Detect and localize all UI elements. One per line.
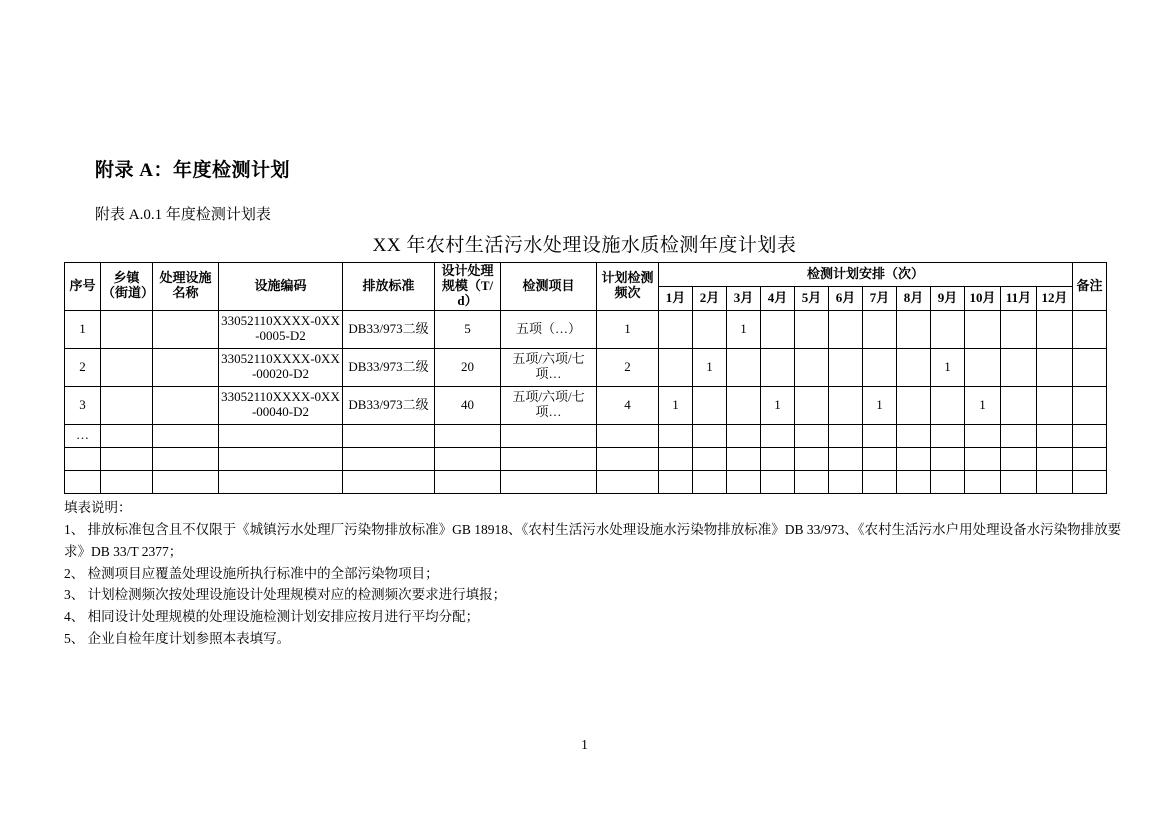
cell-plan-frequency: 4 <box>597 386 659 424</box>
cell-plan-frequency <box>597 447 659 470</box>
cell-month-12 <box>1037 386 1073 424</box>
col-header-month-4: 4月 <box>761 286 795 310</box>
cell-seq <box>65 470 101 493</box>
cell-month-7: 1 <box>863 386 897 424</box>
cell-month-3 <box>727 447 761 470</box>
plan-table-container <box>64 262 1106 494</box>
cell-month-2 <box>693 424 727 447</box>
cell-discharge-standard: DB33/973二级 <box>343 310 435 348</box>
cell-month-1 <box>659 424 693 447</box>
cell-seq: … <box>65 424 101 447</box>
cell-town <box>101 386 153 424</box>
cell-month-10 <box>965 348 1001 386</box>
col-header-schedule-group: 检测计划安排（次） <box>659 263 1073 287</box>
cell-month-10 <box>965 447 1001 470</box>
cell-month-1 <box>659 348 693 386</box>
cell-month-12 <box>1037 470 1073 493</box>
cell-facility-code: 33052110XXXX-0XX-00040-D2 <box>219 386 343 424</box>
cell-design-scale: 40 <box>435 386 501 424</box>
cell-month-6 <box>829 386 863 424</box>
cell-seq: 2 <box>65 348 101 386</box>
page-title: XX 年农村生活污水处理设施水质检测年度计划表 <box>372 235 797 256</box>
col-header-town: 乡镇（街道） <box>101 263 153 311</box>
cell-month-5 <box>795 424 829 447</box>
cell-month-8 <box>897 348 931 386</box>
cell-month-6 <box>829 424 863 447</box>
col-header-discharge-standard: 排放标准 <box>343 263 435 311</box>
cell-month-7 <box>863 424 897 447</box>
cell-town <box>101 424 153 447</box>
cell-test-items: 五项/六项/七项… <box>501 386 597 424</box>
cell-discharge-standard <box>343 470 435 493</box>
instruction-item-3: 3、 计划检测频次按处理设施设计处理规模对应的检测频次要求进行填报； <box>64 587 507 603</box>
table-row <box>65 386 1107 424</box>
cell-town <box>101 447 153 470</box>
cell-design-scale: 20 <box>435 348 501 386</box>
cell-facility-code: 33052110XXXX-0XX-00020-D2 <box>219 348 343 386</box>
col-header-month-5: 5月 <box>795 286 829 310</box>
cell-test-items <box>501 424 597 447</box>
col-header-month-3: 3月 <box>727 286 761 310</box>
cell-month-9: 1 <box>931 348 965 386</box>
cell-design-scale <box>435 470 501 493</box>
cell-remark <box>1073 447 1107 470</box>
cell-facility-name <box>153 386 219 424</box>
table-row <box>65 424 1107 447</box>
cell-design-scale <box>435 447 501 470</box>
instruction-item-2: 2、 检测项目应覆盖处理设施所执行标准中的全部污染物项目； <box>64 565 439 581</box>
cell-month-5 <box>795 470 829 493</box>
instructions-heading: 填表说明： <box>64 500 132 515</box>
cell-month-2 <box>693 470 727 493</box>
cell-month-11 <box>1001 348 1037 386</box>
col-header-test-items: 检测项目 <box>501 263 597 311</box>
cell-month-10 <box>965 310 1001 348</box>
cell-seq: 3 <box>65 386 101 424</box>
cell-month-8 <box>897 310 931 348</box>
col-header-month-11: 11月 <box>1001 286 1037 310</box>
cell-month-3 <box>727 348 761 386</box>
cell-month-9 <box>931 447 965 470</box>
cell-month-11 <box>1001 447 1037 470</box>
form-instructions <box>64 497 1124 650</box>
cell-town <box>101 470 153 493</box>
cell-month-4 <box>761 348 795 386</box>
cell-test-items <box>501 447 597 470</box>
col-header-facility-name: 处理设施名称 <box>153 263 219 311</box>
cell-month-1 <box>659 310 693 348</box>
col-header-plan-frequency: 计划检测频次 <box>597 263 659 311</box>
cell-month-5 <box>795 348 829 386</box>
cell-month-4 <box>761 310 795 348</box>
cell-test-items: 五项（…） <box>501 310 597 348</box>
table-row <box>65 447 1107 470</box>
cell-remark <box>1073 470 1107 493</box>
cell-design-scale: 5 <box>435 310 501 348</box>
cell-remark <box>1073 310 1107 348</box>
cell-month-1: 1 <box>659 386 693 424</box>
col-header-month-2: 2月 <box>693 286 727 310</box>
cell-plan-frequency <box>597 470 659 493</box>
table-row <box>65 470 1107 493</box>
cell-discharge-standard <box>343 424 435 447</box>
cell-month-10: 1 <box>965 386 1001 424</box>
col-header-month-6: 6月 <box>829 286 863 310</box>
cell-month-11 <box>1001 470 1037 493</box>
cell-month-3 <box>727 386 761 424</box>
cell-discharge-standard: DB33/973二级 <box>343 348 435 386</box>
cell-month-7 <box>863 447 897 470</box>
instruction-item-1: 1、 排放标准包含且不仅限于《城镇污水处理厂污染物排放标准》GB 18918、《农村生活污水处理设施水污染物排放标准》DB 33/973、《农村生活污水户用处理设备水污染物排放要求》DB 33/T 2377； <box>64 521 1122 559</box>
cell-test-items: 五项/六项/七项… <box>501 348 597 386</box>
cell-month-8 <box>897 447 931 470</box>
cell-facility-code: 33052110XXXX-0XX-0005-D2 <box>219 310 343 348</box>
cell-month-9 <box>931 386 965 424</box>
cell-month-10 <box>965 470 1001 493</box>
cell-month-1 <box>659 447 693 470</box>
cell-month-2: 1 <box>693 348 727 386</box>
cell-month-1 <box>659 470 693 493</box>
cell-discharge-standard <box>343 447 435 470</box>
col-header-month-10: 10月 <box>965 286 1001 310</box>
cell-month-5 <box>795 386 829 424</box>
cell-month-4 <box>761 424 795 447</box>
col-header-month-1: 1月 <box>659 286 693 310</box>
cell-town <box>101 310 153 348</box>
cell-town <box>101 348 153 386</box>
cell-month-4: 1 <box>761 386 795 424</box>
annual-testing-plan-table <box>64 262 1107 494</box>
cell-month-9 <box>931 310 965 348</box>
cell-seq: 1 <box>65 310 101 348</box>
cell-month-12 <box>1037 447 1073 470</box>
cell-plan-frequency <box>597 424 659 447</box>
cell-month-10 <box>965 424 1001 447</box>
cell-month-12 <box>1037 310 1073 348</box>
cell-month-4 <box>761 470 795 493</box>
cell-month-7 <box>863 470 897 493</box>
cell-discharge-standard: DB33/973二级 <box>343 386 435 424</box>
cell-month-11 <box>1001 310 1037 348</box>
cell-month-2 <box>693 386 727 424</box>
cell-month-7 <box>863 310 897 348</box>
cell-remark <box>1073 348 1107 386</box>
cell-facility-code <box>219 424 343 447</box>
cell-plan-frequency: 2 <box>597 348 659 386</box>
cell-remark <box>1073 424 1107 447</box>
cell-facility-name <box>153 348 219 386</box>
cell-month-11 <box>1001 424 1037 447</box>
col-header-month-8: 8月 <box>897 286 931 310</box>
table-row <box>65 348 1107 386</box>
cell-month-6 <box>829 310 863 348</box>
cell-facility-name <box>153 424 219 447</box>
appendix-title: 附录 A：年度检测计划 <box>95 160 290 181</box>
cell-month-6 <box>829 348 863 386</box>
cell-month-3: 1 <box>727 310 761 348</box>
cell-month-9 <box>931 424 965 447</box>
cell-month-7 <box>863 348 897 386</box>
cell-month-2 <box>693 310 727 348</box>
cell-month-8 <box>897 386 931 424</box>
table-row <box>65 310 1107 348</box>
col-header-design-scale: 设计处理规模（T/d） <box>435 263 501 311</box>
cell-design-scale <box>435 424 501 447</box>
cell-month-2 <box>693 447 727 470</box>
cell-month-8 <box>897 470 931 493</box>
cell-facility-name <box>153 470 219 493</box>
col-header-remark: 备注 <box>1073 263 1107 311</box>
cell-month-6 <box>829 470 863 493</box>
cell-seq <box>65 447 101 470</box>
col-header-month-7: 7月 <box>863 286 897 310</box>
cell-plan-frequency: 1 <box>597 310 659 348</box>
page-number: 1 <box>581 737 588 752</box>
table-head <box>65 263 1107 311</box>
cell-month-9 <box>931 470 965 493</box>
cell-month-12 <box>1037 424 1073 447</box>
cell-test-items <box>501 470 597 493</box>
cell-month-12 <box>1037 348 1073 386</box>
cell-month-8 <box>897 424 931 447</box>
cell-month-5 <box>795 310 829 348</box>
cell-month-3 <box>727 470 761 493</box>
cell-facility-name <box>153 447 219 470</box>
cell-remark <box>1073 386 1107 424</box>
cell-month-5 <box>795 447 829 470</box>
cell-facility-code <box>219 470 343 493</box>
col-header-month-12: 12月 <box>1037 286 1073 310</box>
instruction-item-4: 4、 相同设计处理规模的处理设施检测计划安排应按月进行平均分配； <box>64 609 480 625</box>
col-header-facility-code: 设施编码 <box>219 263 343 311</box>
header-row-main <box>65 263 1107 287</box>
instruction-item-5: 5、 企业自检年度计划参照本表填写。 <box>64 631 291 647</box>
cell-month-6 <box>829 447 863 470</box>
cell-facility-name <box>153 310 219 348</box>
cell-month-4 <box>761 447 795 470</box>
table-caption: 附表 A.0.1 年度检测计划表 <box>95 207 271 223</box>
col-header-month-9: 9月 <box>931 286 965 310</box>
cell-month-3 <box>727 424 761 447</box>
col-header-seq: 序号 <box>65 263 101 311</box>
cell-facility-code <box>219 447 343 470</box>
cell-month-11 <box>1001 386 1037 424</box>
table-body <box>65 310 1107 493</box>
